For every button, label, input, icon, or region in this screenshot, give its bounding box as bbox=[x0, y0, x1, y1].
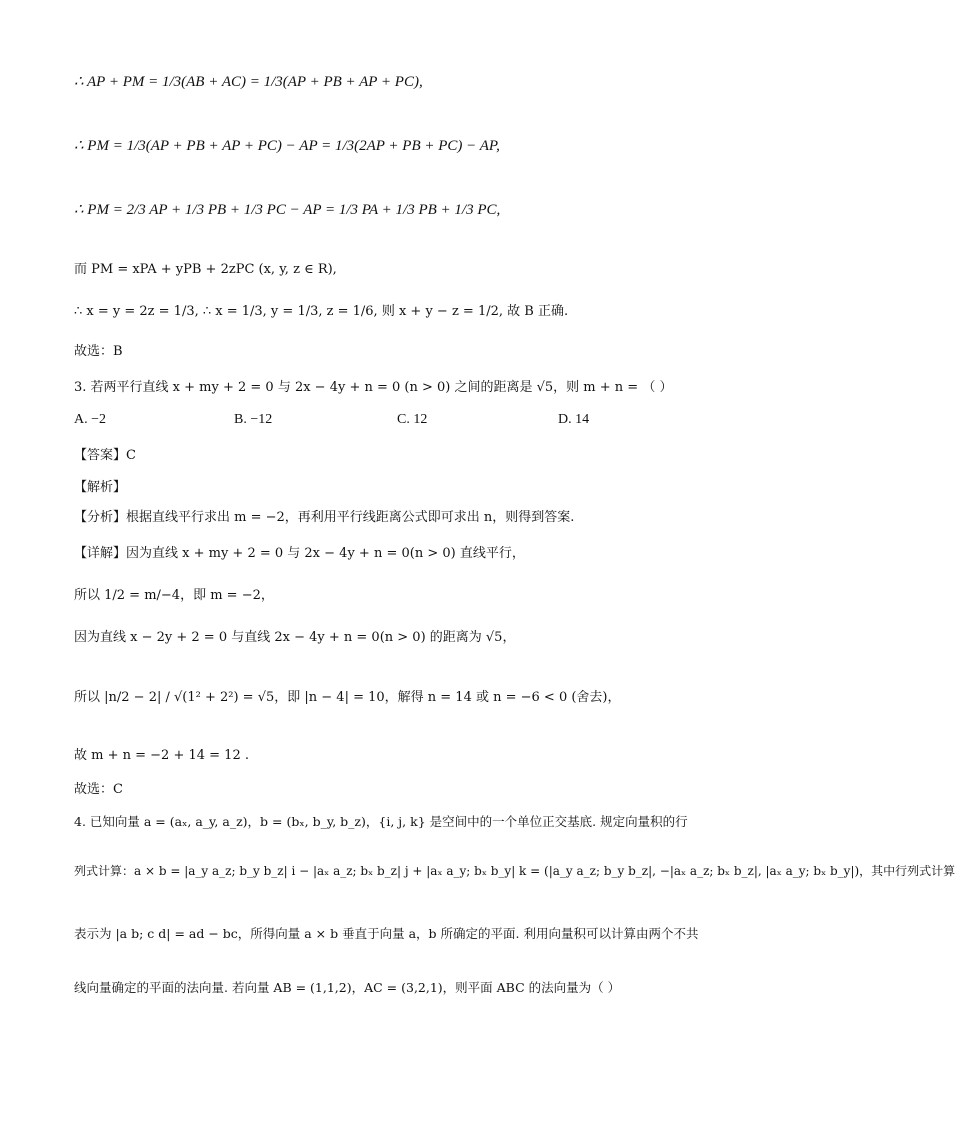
detail-line-1 bbox=[74, 584, 274, 603]
fenxi-line bbox=[74, 506, 574, 525]
option-b: B. −12 bbox=[234, 412, 273, 427]
question-text: 3. 若两平行直线 x + my + 2 = 0 与 2x − 4y + n = 0 (n > 0) 之间的距离是 √5，则 m + n = （ ） bbox=[74, 380, 673, 395]
question-text: 列式计算：a × b = |a_y a_z; b_y b_z| i − |aₓ a_z; bₓ b_z| j + |aₓ a_y; bₓ b_y| k = (|a_y a_z; b_y b_z|, −|aₓ a_z; bₓ b_z|, |aₓ a_y; bₓ b_y|)，其中行列式计算 bbox=[74, 864, 955, 878]
xiangjie-text: 【详解】因为直线 x + my + 2 = 0 与 2x − 4y + n = 0(n > 0) 直线平行， bbox=[74, 546, 525, 561]
fenxi-text: 【分析】根据直线平行求出 m = −2，再利用平行线距离公式即可求出 n，则得到答案. bbox=[74, 510, 575, 525]
analysis-text: 【解析】 bbox=[74, 480, 127, 495]
choice-line-b bbox=[74, 340, 123, 359]
question-text: 表示为 |a b; c d| = ad − bc，所得向量 a × b 垂直于向量 a，b 所确定的平面. 利用向量积可以计算由两个不共 bbox=[74, 926, 699, 941]
question-text: 4. 已知向量 a = (aₓ, a_y, a_z)，b = (bₓ, b_y, b_z)，{i, j, k} 是空间中的一个单位正交基底. 规定向量积的行 bbox=[74, 814, 688, 829]
eq-line-1 bbox=[74, 72, 423, 91]
analysis-tag bbox=[74, 476, 126, 495]
answer-text: 【答案】C bbox=[74, 448, 136, 463]
detail-text: 故 m + n = −2 + 14 = 12 . bbox=[74, 748, 249, 763]
eq-line-2 bbox=[74, 136, 500, 155]
option-a: A. −2 bbox=[74, 412, 107, 427]
xiangjie-line bbox=[74, 542, 525, 561]
answer-tag bbox=[74, 444, 136, 463]
detail-text: 所以 1/2 = m/−4，即 m = −2， bbox=[74, 588, 274, 603]
eq-text: ∴ PM = 2/3 AP + 1/3 PB + 1/3 PC − AP = 1/3 PA + 1/3 PB + 1/3 PC, bbox=[74, 202, 501, 218]
choice-text: 故选：B bbox=[74, 344, 123, 359]
question-4-line-4 bbox=[74, 978, 620, 996]
question-text: 线向量确定的平面的法向量. 若向量 AB = (1,1,2)，AC = (3,2,1)，则平面 ABC 的法向量为（ ） bbox=[74, 980, 621, 995]
question-3 bbox=[74, 376, 672, 395]
question-4-line-2 bbox=[74, 862, 955, 879]
detail-text: 因为直线 x − 2y + 2 = 0 与直线 2x − 4y + n = 0(n > 0) 的距离为 √5， bbox=[74, 630, 516, 645]
eq-text: 而 PM = xPA + yPB + 2zPC (x, y, z ∈ R), bbox=[74, 262, 337, 277]
detail-line-4 bbox=[74, 744, 249, 763]
eq-text: ∴ PM = 1/3(AP + PB + AP + PC) − AP = 1/3(2AP + PB + PC) − AP, bbox=[74, 138, 500, 154]
eq-line-5 bbox=[74, 300, 568, 319]
option-d: D. 14 bbox=[558, 412, 590, 427]
choice-line-c bbox=[74, 778, 123, 797]
detail-line-3 bbox=[74, 686, 621, 705]
question-4-line-3 bbox=[74, 924, 698, 942]
eq-text: ∴ x = y = 2z = 1/3, ∴ x = 1/3, y = 1/3, z = 1/6, 则 x + y − z = 1/2, 故 B 正确. bbox=[74, 304, 569, 319]
eq-text: ∴ AP + PM = 1/3(AB + AC) = 1/3(AP + PB + AP + PC), bbox=[74, 74, 423, 90]
choice-text: 故选：C bbox=[74, 782, 123, 797]
eq-line-4 bbox=[74, 258, 337, 277]
detail-text: 所以 |n/2 − 2| / √(1² + 2²) = √5，即 |n − 4| = 10，解得 n = 14 或 n = −6 < 0 (舍去)， bbox=[74, 690, 621, 705]
option-c: C. 12 bbox=[397, 412, 428, 427]
eq-line-3 bbox=[74, 200, 500, 219]
detail-line-2 bbox=[74, 626, 515, 645]
question-4-line-1 bbox=[74, 812, 688, 830]
